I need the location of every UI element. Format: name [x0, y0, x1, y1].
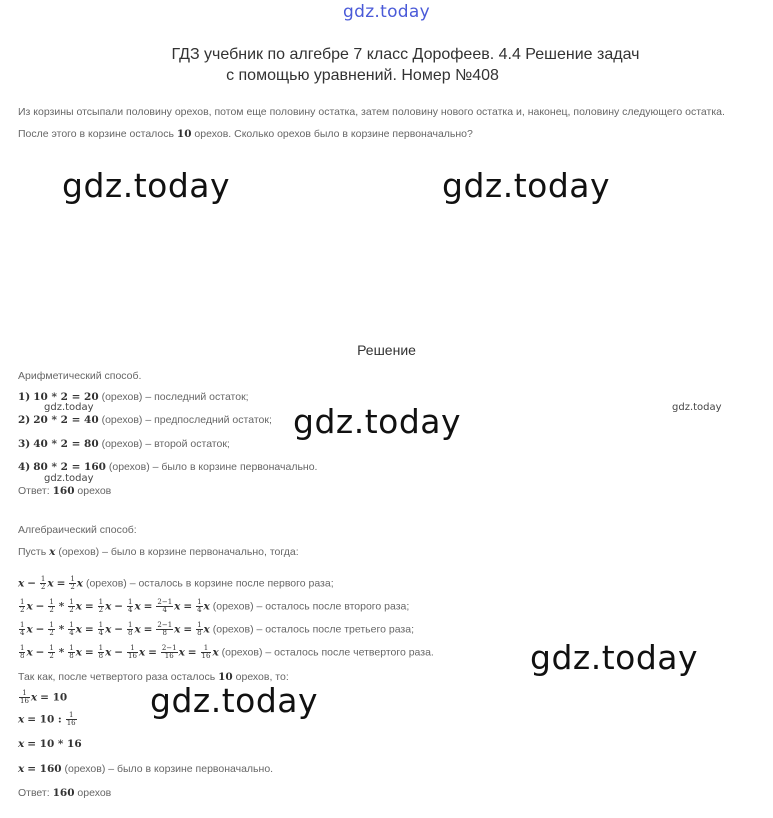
- site-logo[interactable]: gdz.today: [343, 2, 430, 22]
- alg-fourth-statement: [18, 671, 289, 683]
- answer-number: 160: [52, 485, 75, 497]
- equation-text: (орехов) – осталось после четвертого раза.: [218, 646, 434, 659]
- alg-equation: x − $\frac{1}{2}$ x = $\frac{1}{2}$ x (орехов) – осталось в корзине после первого раза;: [18, 575, 334, 591]
- result-text: (орехов) – было в корзине первоначально.: [61, 763, 274, 775]
- answer-label: Ответ:: [18, 485, 53, 497]
- step-text: (орехов) – было в корзине первоначально.: [105, 461, 318, 473]
- page-title-line-2: с помощью уравнений. Номер №408: [226, 67, 499, 84]
- step-expression: 80 * 2 = 160: [33, 461, 106, 473]
- step-number: 4): [18, 461, 31, 473]
- answer-label: Ответ:: [18, 787, 53, 799]
- arith-answer: [18, 485, 111, 497]
- arith-step: [18, 461, 317, 473]
- statement-pre: Так как, после четвертого раза осталось: [18, 671, 219, 683]
- problem-text-pre: После этого в корзине осталось: [18, 128, 177, 140]
- arith-step: [18, 391, 249, 403]
- statement-post: орехов, то:: [232, 671, 289, 683]
- problem-number: 10: [176, 128, 192, 140]
- alg-intro: [18, 546, 299, 558]
- step-expression: 20 * 2 = 40: [33, 414, 99, 426]
- step-number: 3): [18, 438, 31, 450]
- watermark: gdz.today: [150, 681, 319, 720]
- problem-text-line-1: Из корзины отсыпали половину орехов, потом еще половину остатка, затем половину нового остатка и, наконец, половину следующего остатка.: [18, 106, 725, 118]
- intro-pre: Пусть: [18, 546, 50, 558]
- equation-text: (орехов) – осталось после третьего раза;: [209, 623, 414, 636]
- equation-text: (орехов) – осталось после второго раза;: [209, 600, 410, 613]
- alg-equation: x = 10 : $\frac{1}{16}$: [18, 711, 76, 727]
- arith-step: [18, 414, 272, 426]
- answer-unit: орехов: [74, 485, 112, 497]
- intro-post: (орехов) – было в корзине первоначально, тогда:: [55, 546, 299, 558]
- variable-x: x: [49, 546, 56, 558]
- alg-equation: $\frac{1}{4}$ x − $\frac{1}{2}$ * $\frac{1}{4}$ x = $\frac{1}{4}$ x − $\frac{1}{8}$ x = $\frac{2-1}{8}$ x = $\frac{1}{8}$ x (орехов) – осталось после третьего раза;: [20, 621, 414, 637]
- arith-method-title: Арифметический способ.: [18, 370, 142, 382]
- equation-text: (орехов) – осталось в корзине после первого раза;: [83, 577, 334, 590]
- alg-method-title: Алгебраический способ:: [18, 524, 137, 536]
- watermark: gdz.today: [442, 166, 611, 205]
- step-number: 2): [18, 414, 31, 426]
- page-title-line-1: ГДЗ учебник по алгебре 7 класс Дорофеев. 4.4 Решение задач: [171, 46, 640, 63]
- step-number: 1): [18, 391, 31, 403]
- watermark-small: gdz.today: [44, 473, 94, 484]
- step-expression: 40 * 2 = 80: [33, 438, 99, 450]
- step-text: (орехов) – последний остаток;: [98, 391, 249, 403]
- alg-equation: x = 10 * 16: [18, 738, 82, 750]
- page-title: [0, 44, 773, 86]
- solution-heading: Решение: [357, 342, 416, 358]
- alg-equation: $\frac{1}{16}$ x = 10: [20, 689, 68, 705]
- alg-equation: $\frac{1}{2}$ x − $\frac{1}{2}$ * $\frac{1}{2}$ x = $\frac{1}{2}$ x − $\frac{1}{4}$ x = $\frac{2-1}{4}$ x = $\frac{1}{4}$ x (орехов) – осталось после второго раза;: [20, 598, 410, 614]
- alg-result: x = 160 (орехов) – было в корзине первоначально.: [18, 763, 274, 775]
- arith-step: [18, 438, 230, 450]
- step-expression: 10 * 2 = 20: [33, 391, 99, 403]
- watermark-small: gdz.today: [44, 402, 94, 413]
- problem-text-line-2: [18, 128, 473, 140]
- step-text: (орехов) – второй остаток;: [98, 438, 230, 450]
- watermark-small: gdz.today: [672, 402, 722, 413]
- watermark: gdz.today: [530, 638, 699, 677]
- answer-unit: орехов: [74, 787, 112, 799]
- watermark: gdz.today: [293, 402, 462, 441]
- alg-answer: [18, 787, 111, 799]
- alg-equation: $\frac{1}{8}$ x − $\frac{1}{2}$ * $\frac{1}{8}$ x = $\frac{1}{8}$ x − $\frac{1}{16}$ x = $\frac{2-1}{16}$ x = $\frac{1}{16}$ x (орехов) – осталось после четвертого раза.: [20, 644, 434, 660]
- problem-text-post: орехов. Сколько орехов было в корзине первоначально?: [191, 128, 473, 140]
- statement-number: 10: [218, 671, 233, 683]
- watermark: gdz.today: [62, 166, 231, 205]
- step-text: (орехов) – предпоследний остаток;: [98, 414, 272, 426]
- answer-number: 160: [52, 787, 75, 799]
